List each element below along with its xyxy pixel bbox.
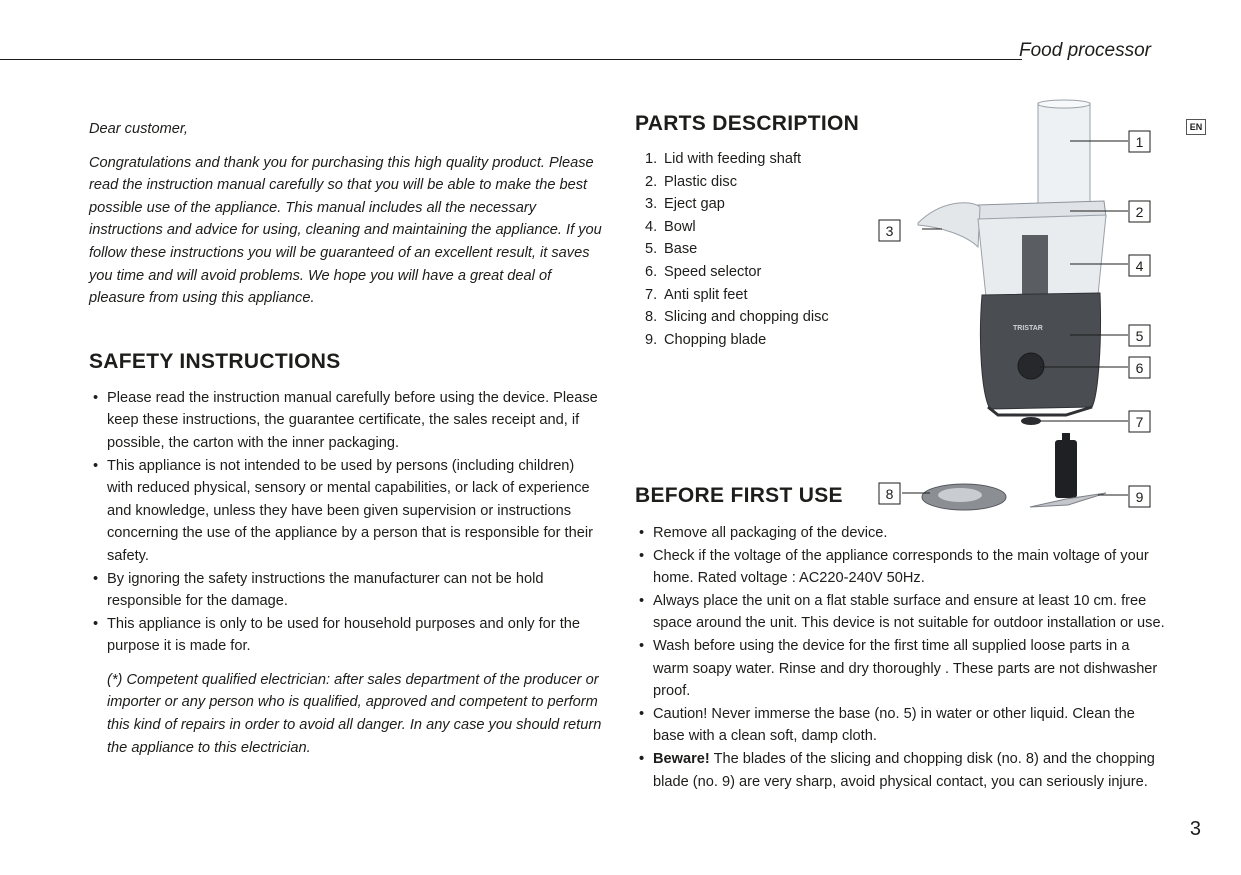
list-item-text: Check if the voltage of the appliance corresponds to the main voltage of your home. Rated voltage : AC220-240V 50Hz.	[653, 547, 1149, 587]
callout-number: 4	[1135, 258, 1144, 274]
list-item: • Wash before using the device for the first time all supplied loose parts in a warm soapy water. Rinse and dry thoroughly . These parts are not dishwasher proof.	[639, 637, 1158, 700]
list-item-text: This appliance is not intended to be used by persons (including children) with reduced physical, sensory or mental capabilities, or lack of experience and knowledge, unless they have been given supervision or instructions concerning the use of the appliance by a person that is responsible for their safety.	[107, 457, 593, 564]
safety-list	[89, 387, 604, 658]
list-item-text: Always place the unit on a flat stable surface and ensure at least 10 cm. free space around the unit. This device is not suitable for outdoor installation or use.	[653, 592, 1165, 632]
parts-item-number: 7.	[645, 286, 658, 303]
parts-item-number: 2.	[645, 173, 658, 190]
parts-heading: PARTS DESCRIPTION	[635, 112, 860, 135]
callout-number: 7	[1135, 414, 1144, 430]
base	[980, 293, 1100, 409]
before-first-use-heading: BEFORE FIRST USE	[635, 484, 843, 507]
header-title: Food processor	[1018, 40, 1151, 61]
header-rule	[0, 59, 1022, 60]
list-item-text: Please read the instruction manual carefully before using the device. Please keep these instructions, the guarantee certificate, the sales receipt and, if possible, the carton with the inner packaging.	[107, 389, 598, 451]
parts-item-label: Plastic disc	[664, 173, 737, 190]
feeding-shaft	[1038, 103, 1090, 203]
parts-item-label: Bowl	[664, 218, 696, 235]
parts-item-label: Eject gap	[664, 196, 725, 213]
chopping-blade-shaft	[1055, 440, 1077, 498]
list-item-text: The blades of the slicing and chopping disk (no. 8) and the chopping blade (no. 9) are very sharp, avoid physical contact, you can seriously injure.	[653, 750, 1155, 790]
electrician-note: (*) Competent qualified electrician: after sales department of the producer or importer or any person who is qualified, approved and competent to perform this kind of repairs in order to avoid all danger. In any case you should return the appliance to this electrician.	[107, 671, 602, 756]
list-item: • By ignoring the safety instructions the manufacturer can not be hold responsible for the damage.	[93, 570, 544, 610]
list-item: • Beware! The blades of the slicing and chopping disk (no. 8) and the chopping blade (no. 9) are very sharp, avoid physical contact, you can seriously injure.	[639, 750, 1155, 790]
callout-number: 3	[885, 223, 894, 239]
list-item: • Always place the unit on a flat stable surface and ensure at least 10 cm. free space around the unit. This device is not suitable for outdoor installation or use.	[639, 592, 1165, 632]
callout-number: 1	[1135, 134, 1144, 150]
parts-item-number: 1.	[645, 151, 658, 167]
eject-gap	[918, 203, 980, 247]
list-item-bold: Beware!	[653, 750, 710, 767]
brand-logo: TRISTAR	[1013, 325, 1043, 332]
parts-item-number: 9.	[645, 331, 658, 348]
parts-item-number: 3.	[645, 196, 658, 213]
food-processor-illustration	[870, 95, 1160, 525]
page-number: 3	[1189, 818, 1201, 840]
feeding-shaft-top	[1038, 100, 1090, 108]
anti-split-feet	[1021, 417, 1041, 425]
intro-body: Congratulations and thank you for purchasing this high quality product. Please read the instruction manual carefully so that you will be able to make the best possible use of the appliance. This manual includes all the necessary instructions and advice for using, cleaning and maintaining the appliance. If you follow these instructions you will be guaranteed of an excellent result, it saves you time and will avoid problems. We hope you will have a great deal of pleasure from using this appliance.	[89, 154, 602, 307]
list-item: • Remove all packaging of the device.	[639, 525, 888, 541]
list-item: • This appliance is not intended to be used by persons (including children) with reduced physical, sensory or mental capabilities, or lack of experience and knowledge, unless they have been given supervision or instructions concerning the use of the appliance by a person that is responsible for their safety.	[93, 457, 593, 564]
parts-item-label: Speed selector	[664, 263, 762, 280]
list-item: • Caution! Never immerse the base (no. 5) in water or other liquid. Clean the base with a clean soft, damp cloth.	[639, 705, 1135, 745]
safety-heading: SAFETY INSTRUCTIONS	[89, 349, 341, 373]
speed-selector	[1018, 353, 1044, 379]
parts-item-label: Lid with feeding shaft	[664, 151, 802, 167]
left-column	[89, 118, 604, 759]
parts-item-number: 8.	[645, 309, 658, 326]
callout-number: 5	[1135, 328, 1144, 344]
language-badge: EN	[1186, 119, 1206, 135]
parts-item-label: Base	[664, 241, 698, 258]
greeting: Dear customer,	[89, 121, 188, 137]
callout-number: 2	[1135, 204, 1144, 220]
list-item-text: Remove all packaging of the device.	[653, 525, 888, 541]
parts-item-label: Anti split feet	[664, 286, 748, 303]
list-item-text: Caution! Never immerse the base (no. 5) in water or other liquid. Clean the base with a clean soft, damp cloth.	[653, 705, 1135, 745]
parts-item-number: 6.	[645, 263, 658, 280]
parts-item-number: 4.	[645, 218, 658, 235]
callout-number: 6	[1135, 360, 1144, 376]
list-item: • Please read the instruction manual carefully before using the device. Please keep these instructions, the guarantee certificate, the sales receipt and, if possible, the carton with the inner packaging.	[93, 389, 598, 451]
before-first-use-list	[635, 522, 1165, 793]
parts-item-number: 5.	[645, 241, 658, 258]
list-item: • This appliance is only to be used for household purposes and only for the purpose it is made for.	[93, 615, 580, 655]
list-item-text: By ignoring the safety instructions the manufacturer can not be hold responsible for the damage.	[107, 570, 544, 610]
callout-number: 8	[885, 486, 894, 502]
list-item-text: Wash before using the device for the first time all supplied loose parts in a warm soapy water. Rinse and dry thoroughly . These parts are not dishwasher proof.	[653, 637, 1158, 700]
parts-item-label: Slicing and chopping disc	[664, 309, 829, 326]
list-item-text: This appliance is only to be used for household purposes and only for the purpose it is made for.	[107, 615, 580, 655]
list-item: • Check if the voltage of the appliance corresponds to the main voltage of your home. Rated voltage : AC220-240V 50Hz.	[639, 547, 1149, 587]
parts-item-label: Chopping blade	[664, 331, 767, 348]
callout-number: 9	[1135, 489, 1144, 505]
bowl-spindle	[1022, 235, 1048, 295]
